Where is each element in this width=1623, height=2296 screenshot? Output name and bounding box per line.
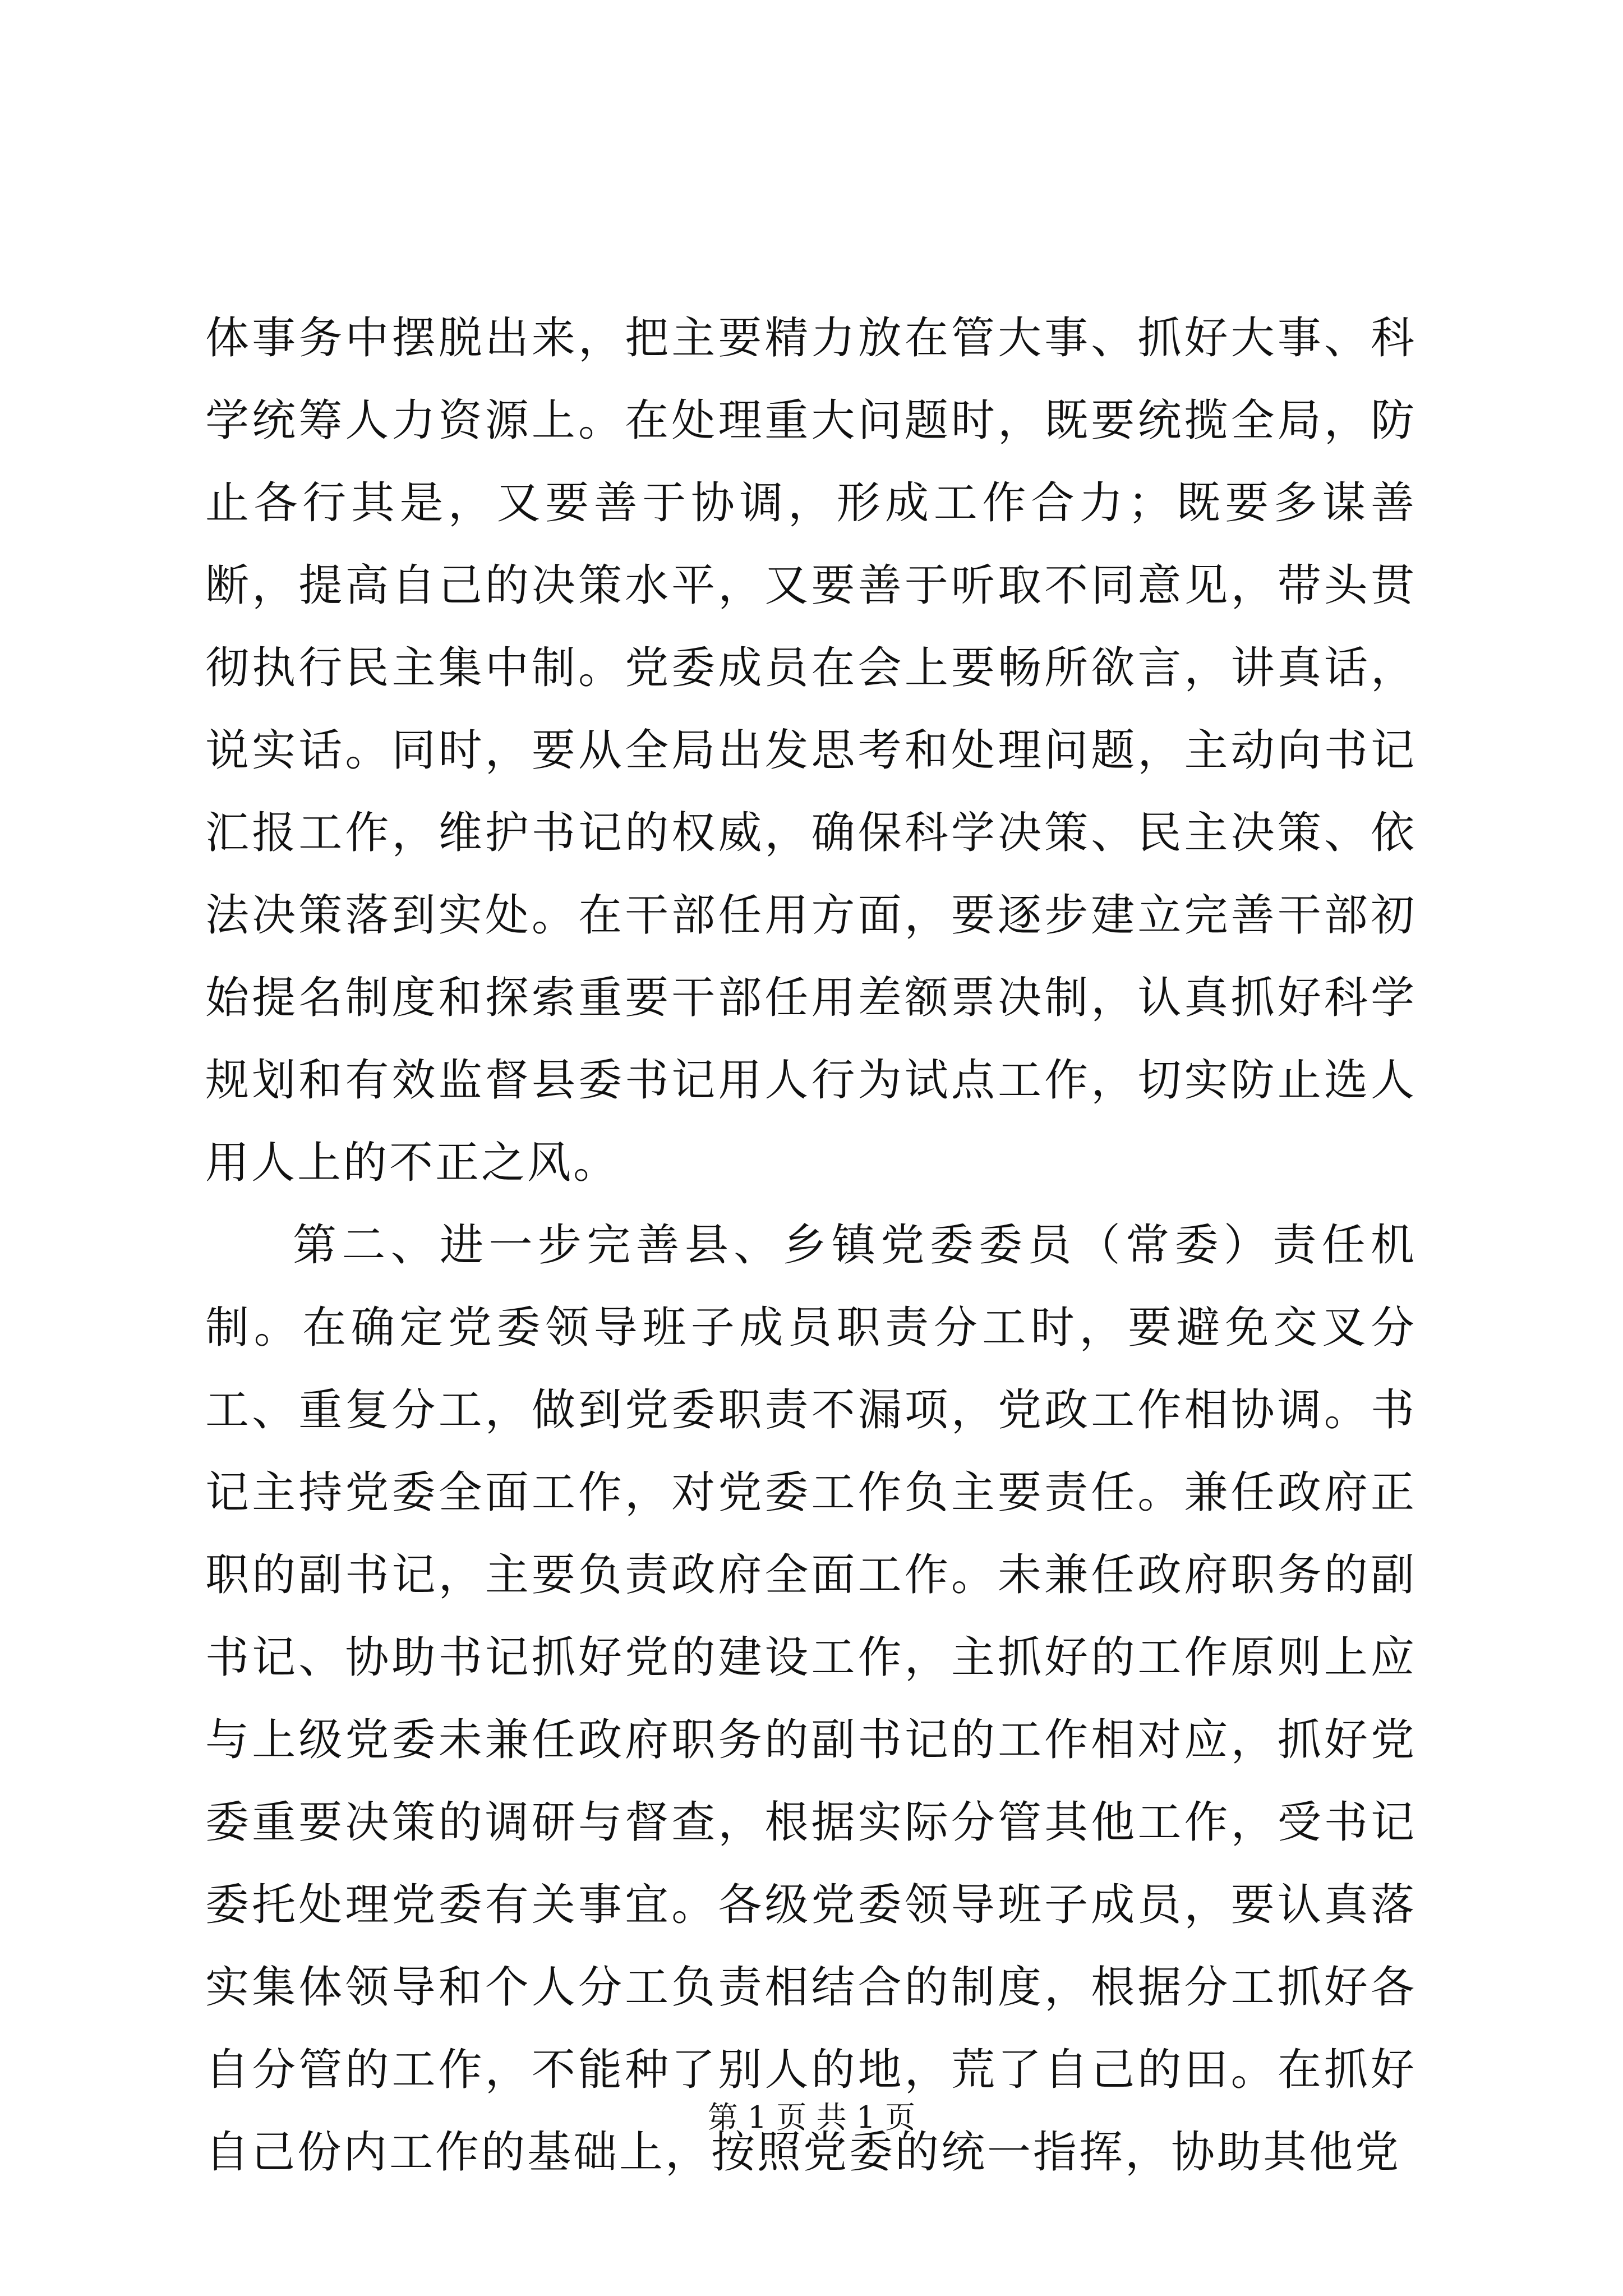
page-number-footer: 第 1 页 共 1 页 <box>707 2100 916 2135</box>
paragraph-continued: 体事务中摆脱出来，把主要精力放在管大事、抓好大事、科学统筹人力资源上。在处理重大问题时，既要统揽全局，防止各行其是，又要善于协调，形成工作合力；既要多谋善断，提高自己的决策水平，又要善于听取不同意见，带头贯彻执行民主集中制。党委成员在会上要畅所欲言，讲真话，说实话。同时，要从全局出发思考和处理问题，主动向书记汇报工作，维护书记的权威，确保科学决策、民主决策、依法决策落到实处。在干部任用方面，要逐步建立完善干部初始提名制度和探索重要干部任用差额票决制，认真抓好科学规划和有效监督县委书记用人行为试点工作，切实防止选人用人上的不正之风。 <box>205 313 1417 1188</box>
document-body <box>205 297 1417 2194</box>
paragraph-section-two: 第二、进一步完善县、乡镇党委委员（常委）责任机制。在确定党委领导班子成员职责分工时，要避免交叉分工、重复分工，做到党委职责不漏项，党政工作相协调。书记主持党委全面工作，对党委工作负主要责任。兼任政府正职的副书记，主要负责政府全面工作。未兼任政府职务的副书记、协助书记抓好党的建设工作，主抓好的工作原则上应与上级党委未兼任政府职务的副书记的工作相对应，抓好党委重要决策的调研与督查，根据实际分管其他工作，受书记委托处理党委有关事宜。各级党委领导班子成员，要认真落实集体领导和个人分工负责相结合的制度，根据分工抓好各自分管的工作，不能种了别人的地，荒了自己的田。在抓好自己份内工作的基础上，按照党委的统一指挥，协助其他党 <box>205 1220 1417 2178</box>
